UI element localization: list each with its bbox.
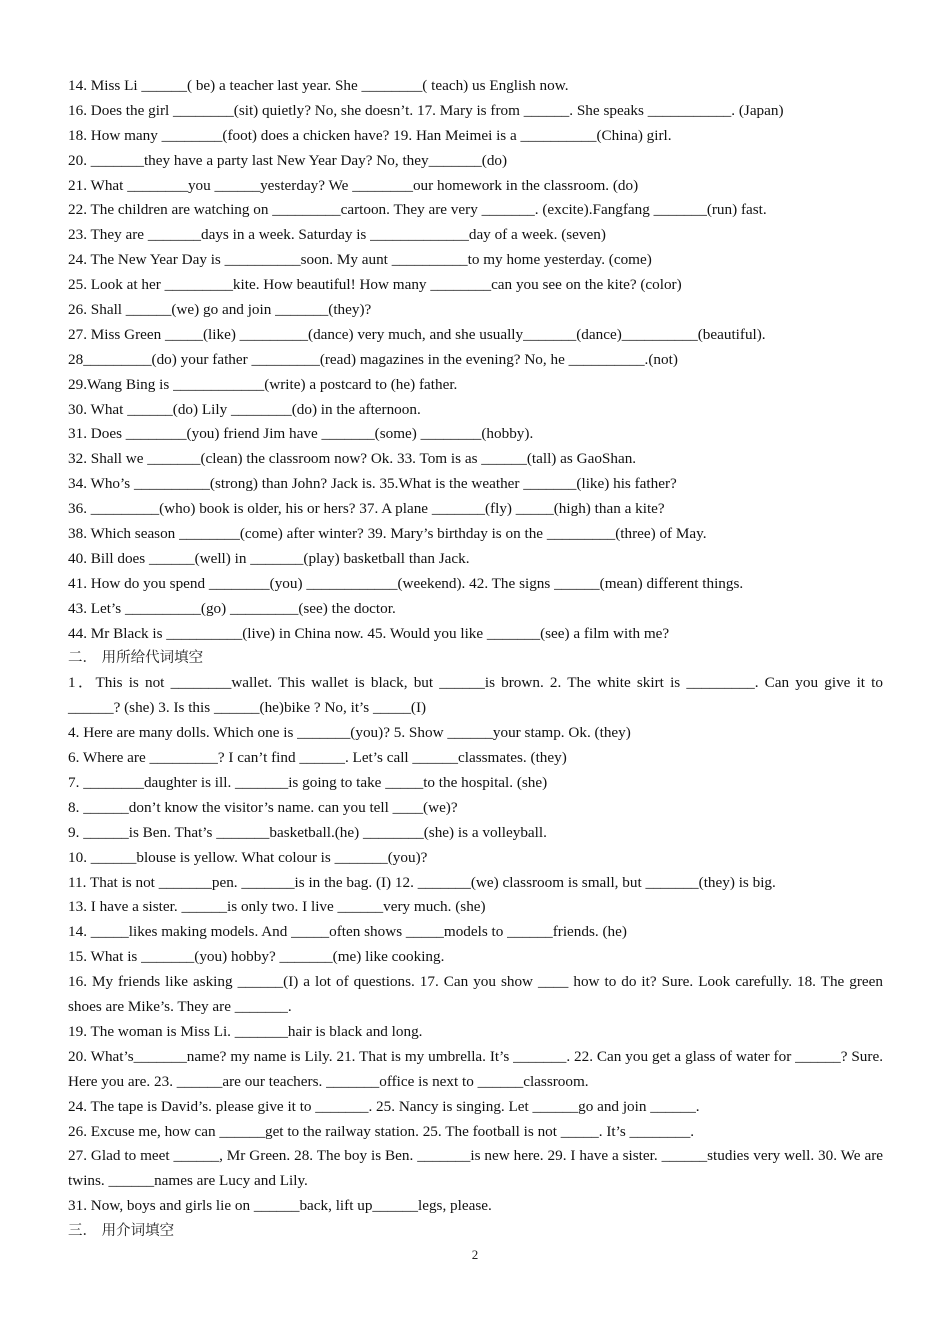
exercise-line: 31. Does ________(you) friend Jim have _______(some) ________(hobby). <box>68 425 534 443</box>
exercise-line: 25. Look at her _________kite. How beautiful! How many ________can you see on the kite? (color) <box>68 276 682 294</box>
exercise-line: 28_________(do) your father _________(read) magazines in the evening? No, he __________.(not) <box>68 350 678 368</box>
exercise-line: 36. _________(who) book is older, his or hers? 37. A plane _______(fly) _____(high) than a kite? <box>68 500 665 518</box>
exercise-line: 34. Who’s __________(strong) than John? Jack is. 35.What is the weather _______(like) his father? <box>68 475 677 493</box>
worksheet-page <box>68 74 883 1244</box>
exercise-line: 27. Miss Green _____(like) _________(dance) very much, and she usually_______(dance)__________(beautiful). <box>68 325 766 343</box>
exercise-line: 22. The children are watching on _________cartoon. They are very _______. (excite).Fangfang _______(run) fast. <box>68 201 767 219</box>
exercise-line: 11. That is not _______pen. _______is in the bag. (I) 12. _______(we) classroom is small, but _______(they) is big. <box>68 873 776 891</box>
exercise-line: 38. Which season ________(come) after winter? 39. Mary’s birthday is on the _________(three) of May. <box>68 525 707 543</box>
exercise-part-2 <box>68 671 883 1219</box>
exercise-line: 18. How many ________(foot) does a chicken have? 19. Han Meimei is a __________(China) girl. <box>68 126 672 144</box>
exercise-line: 16. My friends like asking ______(I) a lot of questions. 17. Can you show ____ how to do it? Sure. Look carefully. 18. The green shoes are Mike’s. They are _______. <box>68 973 883 1015</box>
exercise-line: 29.Wang Bing is ____________(write) a postcard to (he) father. <box>68 375 458 393</box>
exercise-line: 4. Here are many dolls. Which one is _______(you)? 5. Show ______your stamp. Ok. (they) <box>68 724 631 742</box>
exercise-line: 41. How do you spend ________(you) ____________(weekend). 42. The signs ______(mean) different things. <box>68 574 744 592</box>
exercise-line: 21. What ________you ______yesterday? We ________our homework in the classroom. (do) <box>68 176 639 194</box>
section-2-title: 二． 用所给代词填空 <box>68 650 204 667</box>
exercise-line: 40. Bill does ______(well) in _______(play) basketball than Jack. <box>68 549 470 567</box>
exercise-line: 14. Miss Li ______( be) a teacher last year. She ________( teach) us English now. <box>68 77 569 94</box>
exercise-line: 26. Shall ______(we) go and join _______(they)? <box>68 301 372 319</box>
exercise-line: 13. I have a sister. ______is only two. I live ______very much. (she) <box>68 898 486 916</box>
exercise-line: 23. They are _______days in a week. Saturday is _____________day of a week. (seven) <box>68 226 606 244</box>
page-number: 2 <box>471 1247 479 1262</box>
exercise-line: 24. The tape is David’s. please give it to _______. 25. Nancy is singing. Let ______go and join ______. <box>68 1097 700 1115</box>
exercise-line: 7. ________daughter is ill. _______is going to take _____to the hospital. (she) <box>68 773 548 791</box>
exercise-line: 1．This is not ________wallet. This wallet is black, but ______is brown. 2. The white skirt is _________. Can you give it to ______? (she) 3. Is this ______(he)bike ? No, it’s _____(I) <box>68 674 883 717</box>
exercise-line: 20. _______they have a party last New Year Day? No, they_______(do) <box>68 151 508 169</box>
exercise-line: 19. The woman is Miss Li. _______hair is black and long. <box>68 1022 423 1040</box>
exercise-line: 9. ______is Ben. That’s _______basketball.(he) ________(she) is a volleyball. <box>68 823 547 841</box>
exercise-line: 30. What ______(do) Lily ________(do) in the afternoon. <box>68 400 421 418</box>
exercise-line: 6. Where are _________? I can’t find ______. Let’s call ______classmates. (they) <box>68 749 567 767</box>
exercise-line: 14. _____likes making models. And _____often shows _____models to ______friends. (he) <box>68 923 627 941</box>
exercise-line: 27. Glad to meet ______, Mr Green. 28. The boy is Ben. _______is new here. 29. I have a sister. ______studies very well. 30. We are twins. ______names are Lucy and Lily. <box>68 1147 883 1190</box>
exercise-line: 31. Now, boys and girls lie on ______back, lift up______legs, please. <box>68 1197 492 1215</box>
exercise-line: 20. What’s_______name? my name is Lily. 21. That is my umbrella. It’s _______. 22. Can you get a glass of water for ______? Sure. Here you are. 23. ______are our teachers. _______office is next to ______classroom. <box>68 1047 883 1090</box>
exercise-line: 26. Excuse me, how can ______get to the railway station. 25. The football is not _____. It’s ________. <box>68 1122 695 1140</box>
exercise-line: 24. The New Year Day is __________soon. My aunt __________to my home yesterday. (come) <box>68 251 652 269</box>
exercise-part-1 <box>68 74 883 646</box>
exercise-line: 10. ______blouse is yellow. What colour is _______(you)? <box>68 848 428 866</box>
exercise-line: 43. Let’s __________(go) _________(see) the doctor. <box>68 599 396 617</box>
exercise-line: 16. Does the girl ________(sit) quietly? No, she doesn’t. 17. Mary is from ______. She speaks ___________. (Japan) <box>68 101 784 119</box>
section-3-title: 三． 用介词填空 <box>68 1223 175 1240</box>
exercise-line: 15. What is _______(you) hobby? _______(me) like cooking. <box>68 948 445 966</box>
exercise-line: 32. Shall we _______(clean) the classroom now? Ok. 33. Tom is as ______(tall) as GaoShan. <box>68 450 637 468</box>
exercise-line: 8. ______don’t know the visitor’s name. can you tell ____(we)? <box>68 798 458 816</box>
exercise-line: 44. Mr Black is __________(live) in China now. 45. Would you like _______(see) a film with me? <box>68 624 670 642</box>
